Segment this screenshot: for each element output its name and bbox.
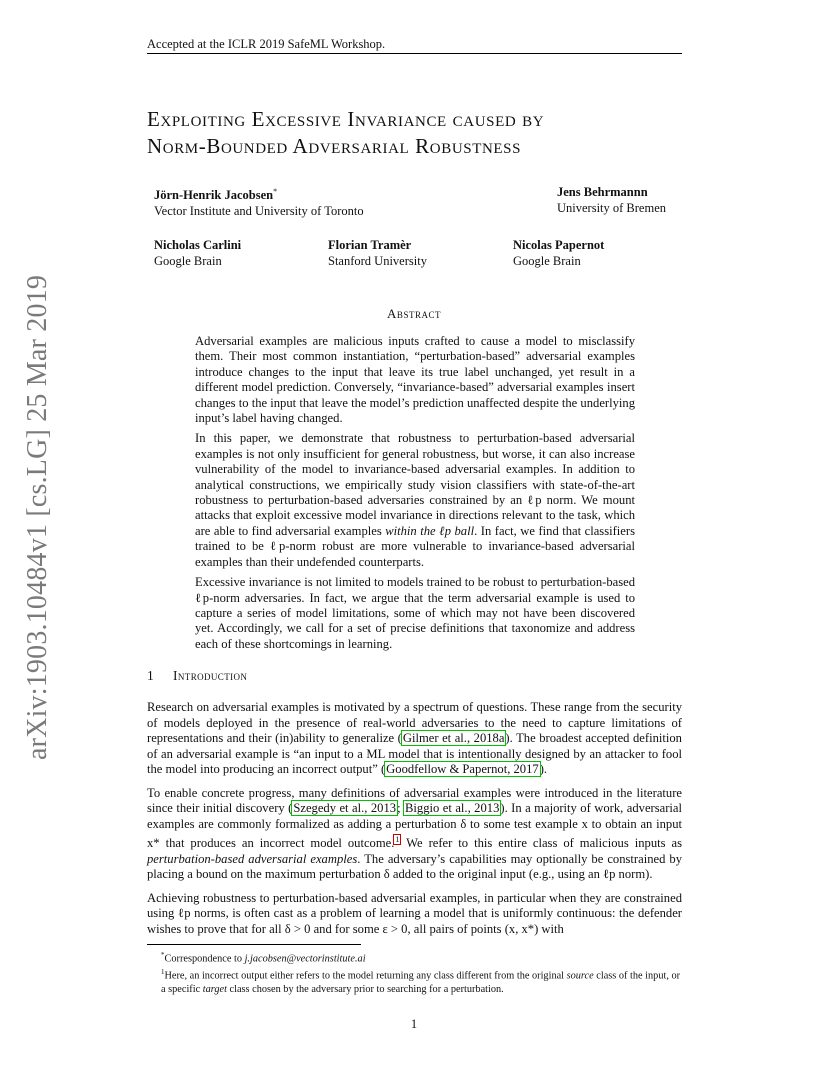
- footnote-link[interactable]: 1: [395, 835, 400, 844]
- citation-link[interactable]: Goodfellow & Papernot, 2017: [386, 762, 539, 776]
- paper-title: [147, 106, 707, 160]
- abstract-body: [195, 334, 635, 657]
- body-paragraph: Achieving robustness to perturbation-based adversarial examples, in particular when they are constrained using ℓp norms, is often cast as a problem of learning a model that is uniformly continuous: the defender wishes to prove that for all δ > 0 and for some ε > 0, all pairs of points (x, x*) with: [147, 890, 682, 936]
- footnote: $^1$Here, an incorrect output either refers to the model returning any class different from the original source class of the input, or a specific target class chosen by the adversary prior to searching for a perturbation.: [161, 967, 681, 995]
- author-affiliation: Stanford University: [328, 254, 427, 268]
- header-rule: [147, 53, 682, 54]
- footnote-rule: [147, 944, 361, 945]
- author-block-1: [154, 184, 364, 219]
- arxiv-identifier-stamp: arXiv:1903.10484v1 [cs.LG] 25 Mar 2019: [22, 274, 53, 760]
- email-address: j.jacobsen@vectorinstitute.ai: [244, 953, 366, 965]
- title-line-1: Exploiting Excessive Invariance caused by: [147, 107, 545, 131]
- author-affiliation: Google Brain: [154, 254, 222, 268]
- footnotes: [147, 949, 682, 996]
- author-block-4: [328, 237, 427, 269]
- emphasis: within the ℓp ball: [385, 523, 475, 538]
- author-block-3: [154, 237, 241, 269]
- introduction-body: [147, 700, 682, 945]
- author-block-2: [557, 184, 666, 216]
- author-block-5: [513, 237, 604, 269]
- section-heading: [147, 668, 247, 684]
- emphasis: perturbation-based adversarial examples: [147, 851, 358, 866]
- body-paragraph: To enable concrete progress, many definitions of adversarial examples were introduced in the literature since their initial discovery (Szegedy et al., 2013; Biggio et al., 2013). In a majority of work, adversarial examples are commonly formalized as adding a perturbation δ to some test example x to obtain an input x* that produces an incorrect model outcome.$^1$ We refer to this entire class of malicious inputs as perturbation-based adversarial examples. The adversary’s capabilities may optionally be constrained by placing a bound on the maximum perturbation δ added to the original input (e.g., using an ℓp norm).: [147, 785, 683, 882]
- abstract-heading: Abstract: [387, 306, 441, 321]
- author-affiliation: University of Bremen: [557, 201, 667, 215]
- author-name: Nicholas Carlini: [154, 238, 242, 252]
- author-name: Jens Behrmannn: [557, 185, 648, 199]
- page-number: 1: [410, 1017, 418, 1031]
- author-name: Jörn-Henrik Jacobsen: [154, 188, 274, 203]
- author-affiliation: Vector Institute and University of Toronto: [154, 204, 364, 219]
- abstract-paragraph: In this paper, we demonstrate that robustness to perturbation-based adversarial examples is not only insufficient for general robustness, but worse, it can also increase vulnerability of the model to invariance-based adversarial examples. In addition to analytical constructions, we empirically study vision classifiers with state-of-the-art robustness to perturbation-based adversaries constrained by an ℓp norm. We mount attacks that exploit excessive model invariance in directions relevant to the task, which are able to find adversarial examples within the ℓp ball. In fact, we find that classifiers trained to be ℓp-norm robust are more vulnerable to invariance-based adversarial examples than their undefended counterparts.: [195, 431, 635, 569]
- author-footnote-mark: *: [273, 187, 278, 196]
- author-name: Florian Tramèr: [328, 238, 412, 252]
- section-number: 1: [147, 668, 154, 683]
- abstract-paragraph: Adversarial examples are malicious inputs crafted to cause a model to misclassify them. Their most common instantiation, “perturbation-based” adversarial examples introduce changes to the input that leave its true label unchanged, yet result in a different model prediction. Conversely, “invariance-based” adversarial examples insert changes to the input that leave the model’s prediction unaffected despite the underlying input’s label having changed.: [195, 334, 635, 426]
- running-header: Accepted at the ICLR 2019 SafeML Workshop.: [147, 37, 386, 51]
- citation-link[interactable]: Szegedy et al., 2013: [293, 801, 397, 815]
- footnote: *Correspondence to j.jacobsen@vectorinstitute.ai: [161, 951, 366, 965]
- section-title: Introduction: [173, 668, 248, 683]
- citation-link[interactable]: Gilmer et al., 2018a: [402, 731, 505, 745]
- body-paragraph: Research on adversarial examples is motivated by a spectrum of questions. These range from the security of models deployed in the presence of real-world adversaries to the need to capture limitations of representations and their (in)ability to generalize (Gilmer et al., 2018a). The broadest accepted definition of an adversarial example is “an input to a ML model that is intentionally designed by an attacker to fool the model into producing an incorrect output” (Goodfellow & Papernot, 2017).: [147, 700, 682, 776]
- author-name: Nicolas Papernot: [513, 238, 605, 252]
- author-affiliation: Google Brain: [513, 254, 581, 268]
- title-line-2: Norm-Bounded Adversarial Robustness: [147, 134, 522, 158]
- citation-link[interactable]: Biggio et al., 2013: [405, 801, 500, 815]
- abstract-paragraph: Excessive invariance is not limited to models trained to be robust to perturbation-based ℓp-norm adversaries. In fact, we argue that the term adversarial example is used to capture a series of model limitations, some of which may not have been discovered yet. Accordingly, we call for a set of precise definitions that taxonomize and address each of these shortcomings in learning.: [195, 575, 635, 651]
